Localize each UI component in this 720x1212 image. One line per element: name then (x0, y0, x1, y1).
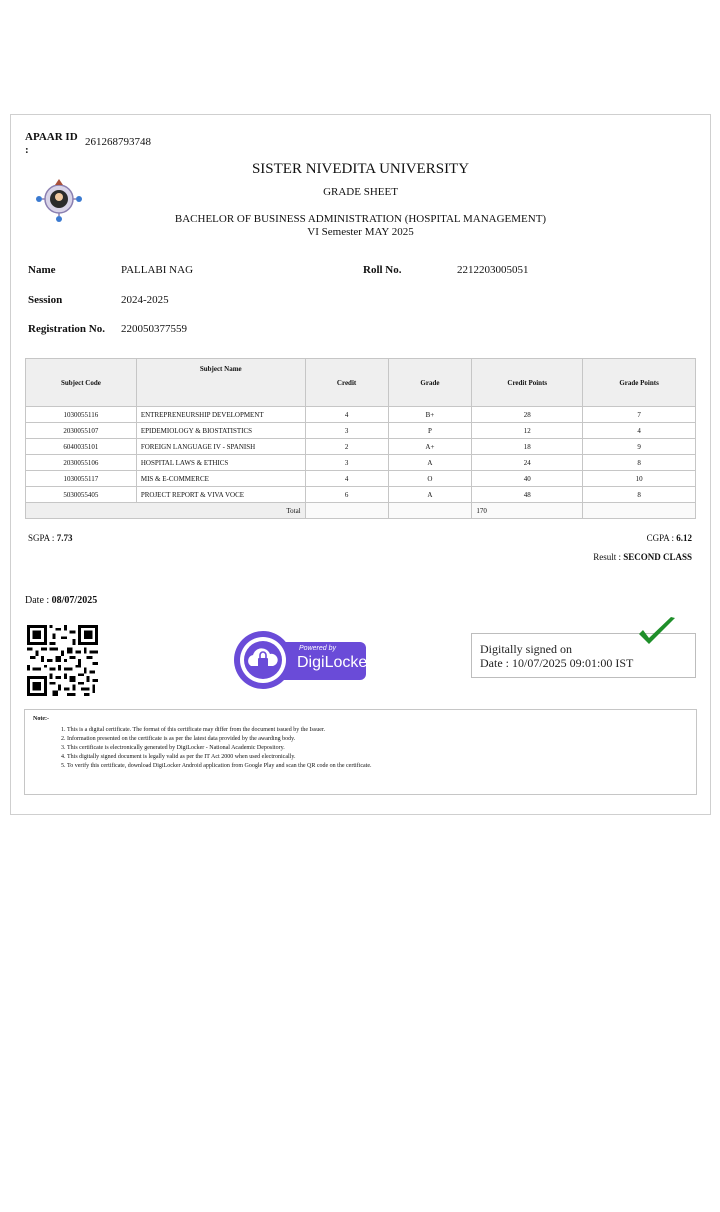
grade: A (388, 487, 472, 503)
subject-name: PROJECT REPORT & VIVA VOCE (136, 487, 305, 503)
cgpa-value: 6.12 (676, 533, 692, 543)
note-item: 1. This is a digital certificate. The format of this certificate may differ from the document issued by the Issuer. (67, 726, 371, 735)
notes-box (24, 709, 697, 795)
credit: 3 (305, 455, 388, 471)
table-row (26, 423, 696, 439)
subject-code: 2030055106 (26, 455, 137, 471)
grade-points: 9 (583, 439, 696, 455)
digilocker-powered-by: Powered by (299, 645, 336, 652)
program-block (11, 213, 710, 239)
digilocker-brand: DigiLocker (297, 654, 373, 671)
grade-points: 4 (583, 423, 696, 439)
subject-code: 1030055117 (26, 471, 137, 487)
table-total-row (26, 503, 696, 519)
credit-points: 28 (472, 407, 583, 423)
subject-name: FOREIGN LANGUAGE IV - SPANISH (136, 439, 305, 455)
grade-points: 8 (583, 455, 696, 471)
registration-number: 220050377559 (121, 323, 187, 335)
roll-label: Roll No. (363, 264, 402, 276)
grade: A+ (388, 439, 472, 455)
grade: A (388, 455, 472, 471)
credit: 6 (305, 487, 388, 503)
session-value: 2024-2025 (121, 294, 169, 306)
sgpa-value: 7.73 (56, 533, 73, 543)
roll-number: 2212203005051 (457, 264, 529, 276)
subject-code: 6040035101 (26, 439, 137, 455)
subject-name: HOSPITAL LAWS & ETHICS (136, 455, 305, 471)
header-credit-points: Credit Points (472, 359, 583, 407)
university-name: SISTER NIVEDITA UNIVERSITY (251, 161, 470, 177)
subject-code: 2030055107 (26, 423, 137, 439)
grade: B+ (388, 407, 472, 423)
credit-points: 18 (472, 439, 583, 455)
sgpa (28, 533, 72, 543)
date-value: 08/07/2025 (51, 595, 98, 606)
registration-label: Registration No. (28, 323, 105, 335)
notes-title: Note:- (33, 716, 49, 722)
result-label: Result : (593, 552, 621, 562)
digital-signature-box (471, 633, 696, 678)
grade-points: 10 (583, 471, 696, 487)
total-label: Total (26, 503, 306, 519)
cgpa-label: CGPA : (646, 533, 674, 543)
header-grade: Grade (388, 359, 472, 407)
subject-code: 1030055116 (26, 407, 137, 423)
header-credit: Credit (305, 359, 388, 407)
sgpa-label: SGPA : (28, 533, 55, 543)
grade-points: 8 (583, 487, 696, 503)
apaar-label: APAAR ID : (25, 131, 78, 156)
semester: VI Semester MAY 2025 (307, 226, 414, 238)
apaar-value: 261268793748 (85, 136, 151, 148)
date-label: Date : (25, 595, 50, 606)
credit: 3 (305, 423, 388, 439)
table-header-row (26, 359, 696, 407)
grade-sheet (10, 114, 711, 815)
grades-table (25, 358, 696, 519)
header-subject-name: Subject Name (136, 359, 305, 407)
student-name: PALLABI NAG (121, 264, 194, 276)
grade: O (388, 471, 472, 487)
note-item: 4. This digitally signed document is legally valid as per the IT Act 2000 when used electronically. (67, 753, 371, 762)
document-type: GRADE SHEET (323, 186, 398, 198)
grade: P (388, 423, 472, 439)
credit: 2 (305, 439, 388, 455)
table-row (26, 455, 696, 471)
checkmark-icon (637, 616, 677, 648)
table-row (26, 471, 696, 487)
signature-line-1: Digitally signed on (480, 642, 572, 656)
subject-code: 5030055405 (26, 487, 137, 503)
table-row (26, 487, 696, 503)
table-row (26, 407, 696, 423)
program-name: BACHELOR OF BUSINESS ADMINISTRATION (HOSPITAL MANAGEMENT) (174, 213, 547, 225)
subject-name: ENTREPRENEURSHIP DEVELOPMENT (136, 407, 305, 423)
qr-code-icon (27, 625, 98, 696)
subject-name: MIS & E-COMMERCE (136, 471, 305, 487)
signature-text (480, 642, 633, 670)
credit: 4 (305, 471, 388, 487)
issue-date (25, 595, 97, 606)
credit-points: 40 (472, 471, 583, 487)
session-label: Session (28, 294, 63, 306)
cgpa (647, 533, 692, 543)
total-credit-points: 170 (472, 503, 583, 519)
header-grade-points: Grade Points (583, 359, 696, 407)
note-item: 3. This certificate is electronically generated by DigiLocker - National Academic Depository. (67, 744, 371, 753)
credit: 4 (305, 407, 388, 423)
subject-name: EPIDEMIOLOGY & BIOSTATISTICS (136, 423, 305, 439)
header-subject-code: Subject Code (26, 359, 137, 407)
note-item: 2. Information presented on the certificate is as per the latest data provided by the awarding body. (67, 735, 371, 744)
name-label: Name (28, 264, 56, 276)
digilocker-badge (233, 630, 373, 690)
signature-line-2: Date : 10/07/2025 09:01:00 IST (480, 656, 634, 670)
grade-points: 7 (583, 407, 696, 423)
credit-points: 12 (472, 423, 583, 439)
note-item: 5. To verify this certificate, download DigiLocker Android application from Google Play and scan the QR code on the certificate. (67, 762, 371, 771)
result-value: SECOND CLASS (623, 552, 692, 562)
result (593, 552, 692, 562)
credit-points: 48 (472, 487, 583, 503)
notes-list (53, 726, 371, 771)
credit-points: 24 (472, 455, 583, 471)
table-row (26, 439, 696, 455)
